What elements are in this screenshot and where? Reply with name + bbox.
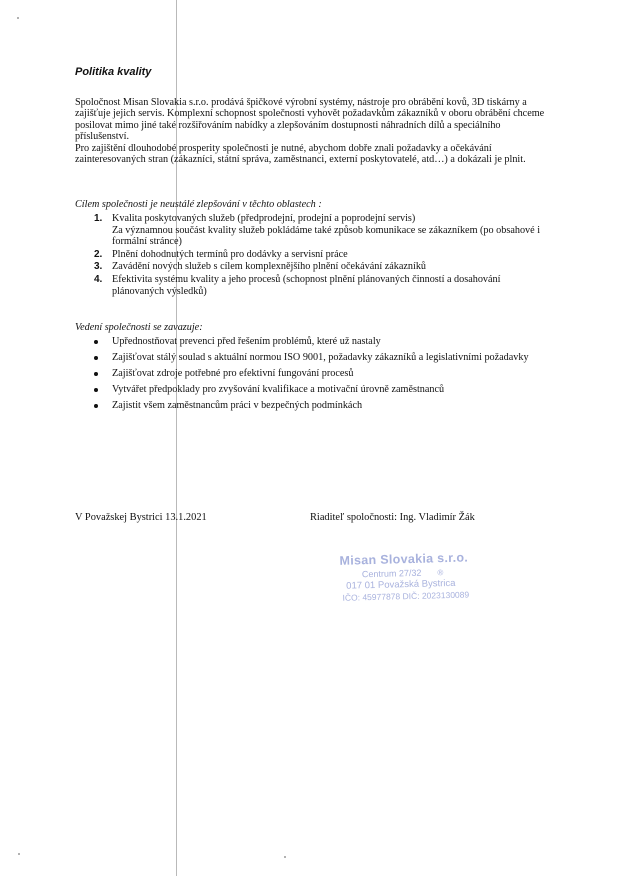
- scan-speck: [18, 853, 20, 855]
- bullet-icon: [94, 340, 98, 344]
- list-number: 1.: [94, 213, 103, 224]
- company-stamp: [335, 550, 486, 603]
- list-item: [75, 336, 545, 348]
- bullet-icon: [94, 388, 98, 392]
- bullet-icon: [94, 372, 98, 376]
- registered-mark-icon: ®: [437, 568, 444, 578]
- stamp-company-name: Misan Slovakia s.r.o.: [339, 550, 469, 568]
- intro-paragraph: Spoločnost Misan Slovakia s.r.o. prodává špičkové výrobní systémy, nástroje pro obrábění kovů, 3D tiskárny a zajišťuje jejich servis. Komplexní schopnost společnosti vyhovět požadavkům zákazníků v oboru obrábění chceme posilovat mimo jiné také rozšiřováním nabídky a zlepšováním dostupnosti náhradních dílů a speciálního příslušenství.: [75, 97, 545, 143]
- commitment-list: [75, 336, 545, 416]
- list-item-text: Kvalita poskytovaných služeb (předprodejní, prodejní a poprodejní servis): [112, 213, 416, 224]
- place-and-date: V Považskej Bystrici 13.1.2021: [75, 512, 207, 523]
- bullet-icon: [94, 404, 98, 408]
- list-item: [75, 274, 545, 297]
- stamp-ids: IČO: 45977878 DIČ: 2023130089: [342, 589, 470, 603]
- stamp-city: 017 01 Považská Bystrica: [346, 577, 456, 592]
- list-item: [75, 213, 545, 248]
- improvement-heading: Cílem společnosti je neustálé zlepšování v těchto oblastech :: [75, 199, 322, 210]
- list-item-text: Zajišťovat stálý soulad s aktuální normou ISO 9001, požadavky zákazníků a legislativními požadavky: [112, 352, 529, 364]
- page-title: Politika kvality: [75, 66, 152, 78]
- list-item: [75, 249, 545, 261]
- list-number: 2.: [94, 248, 103, 260]
- improvement-list: [75, 213, 545, 298]
- intro-paragraph: Pro zajištění dlouhodobé prosperity společnosti je nutné, abychom dobře znali požadavky a očekávání zainteresovaných stran (zákazníci, státní správa, zaměstnanci, externí poskytovatelé, atd…) a dokázali je plnit.: [75, 142, 526, 166]
- list-item-text: Efektivita systému kvality a jeho procesů (schopnost plnění plánovaných činností a dosahování plánovaných výsledků): [112, 273, 501, 297]
- list-item-text: Zavádění nových služeb s cílem komplexnějšího plnění očekávání zákazníků: [112, 261, 427, 273]
- list-item: [75, 352, 545, 364]
- bullet-icon: [94, 356, 98, 360]
- list-item-text: Vytvářet předpoklady pro zvyšování kvalifikace a motivační úrovně zaměstnanců: [112, 384, 445, 396]
- list-item: [75, 384, 545, 396]
- list-item-text: Zajistit všem zaměstnancům práci v bezpečných podmínkách: [112, 400, 363, 412]
- list-item-text: Zajišťovat zdroje potřebné pro efektivní fungování procesů: [112, 368, 354, 380]
- scan-speck: [284, 856, 286, 858]
- list-item-subtext: Za významnou součást kvality služeb pokládáme také způsob komunikace se zákazníkem (po obsahové i formální stránce): [112, 224, 541, 248]
- list-number: 4.: [94, 273, 103, 285]
- commitment-heading: Vedení společnosti se zavazuje:: [75, 322, 203, 333]
- director-signature-line: Riaditeľ spoločnosti: Ing. Vladimír Žák: [310, 512, 475, 523]
- stamp-street-text: Centrum 27/32: [361, 567, 422, 580]
- list-number: 3.: [94, 261, 103, 273]
- list-item: [75, 400, 545, 412]
- list-item-text: Plnění dohodnutých termínů pro dodávky a servisní práce: [112, 248, 348, 260]
- list-item: [75, 368, 545, 380]
- list-item-text: Upřednostňovat prevenci před řešením problémů, které už nastaly: [112, 336, 381, 347]
- intro-text: [75, 97, 545, 165]
- list-item: [75, 261, 545, 273]
- scan-speck: [17, 17, 19, 19]
